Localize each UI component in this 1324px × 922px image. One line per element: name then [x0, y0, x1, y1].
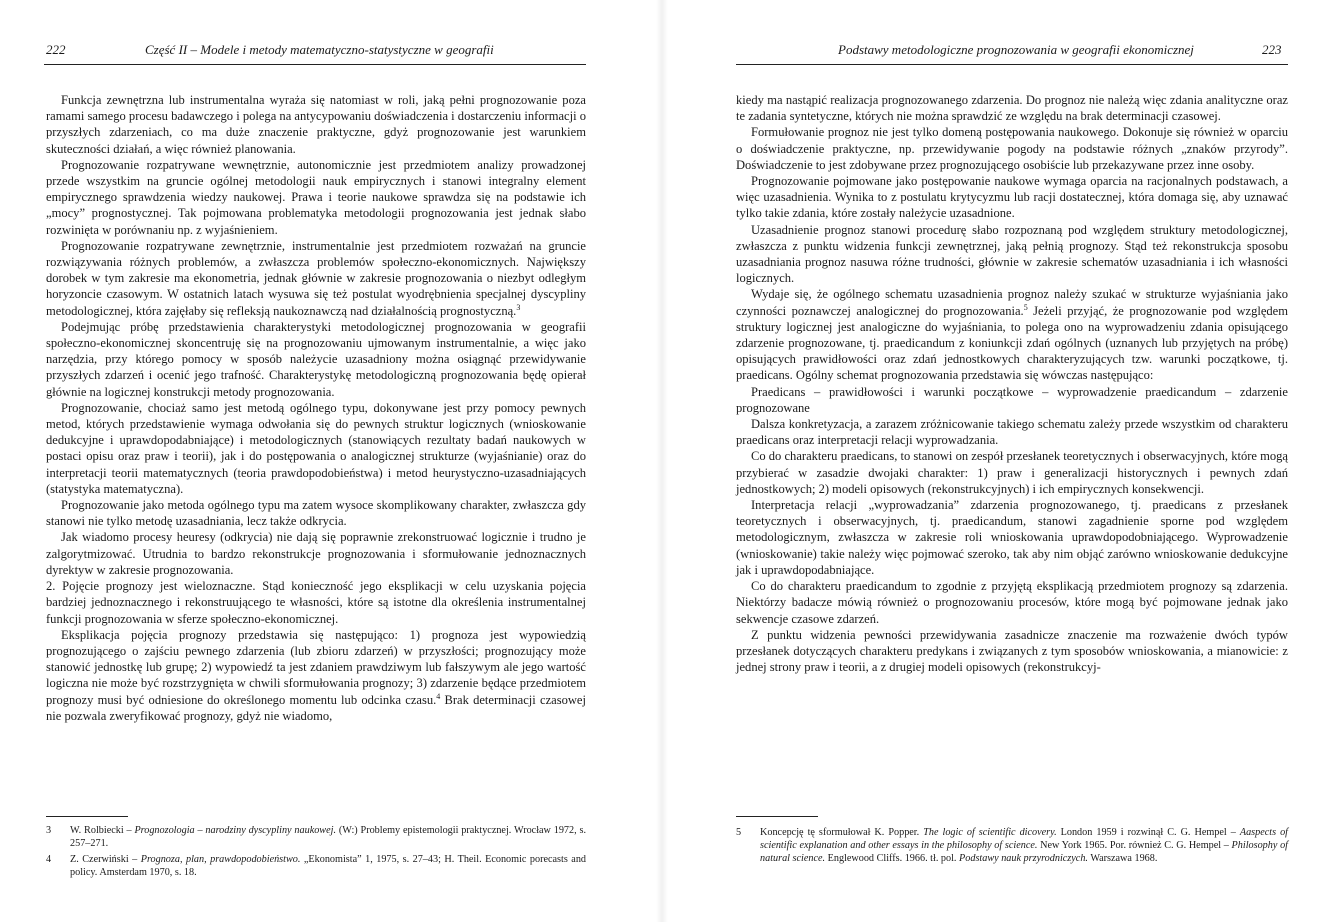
footnote-rest: New York 1965. Por. również C. G. Hempel –	[1037, 840, 1232, 851]
footnote-mark: 5	[1023, 302, 1028, 312]
paragraph	[46, 238, 586, 319]
paragraph	[46, 627, 586, 724]
right-page	[664, 0, 1324, 922]
right-footnotes	[736, 826, 1288, 868]
left-running-head: Część II – Modele i metody matematyczno-statystyczne w geografii	[145, 42, 494, 57]
footnote	[46, 853, 586, 879]
paragraph: Funkcja zewnętrzna lub instrumentalna wyraża się natomiast w roli, jaką pełni prognozowanie poza ramami samego procesu badawczego i polega na antycypowaniu doświadczenia i dostarczeniu informacji o przyszłych zdarzeniach, co ma duże znaczenie praktyczne, gdyż prognozowanie jest warunkiem skuteczności działań, a więc również planowania.	[46, 93, 587, 156]
paragraph: Z punktu widzenia pewności przewidywania zasadnicze znaczenie ma rozważenie dwóch typów przesłanek dotyczących charakteru predykans i związanych z tym sposobów wnioskowania, a mianowicie: z jednej strony praw i teorii, a z drugiej modeli opisowych (rekonstrukcyj-	[736, 627, 1288, 675]
footnote-author: Koncepcję tę sformułował K. Popper.	[760, 827, 924, 838]
right-header-rule	[736, 64, 1288, 65]
paragraph-text: Brak determinacji czasowej nie pozwala zweryfikować prognozy, gdyż nie wiadomo,	[46, 692, 586, 723]
footnote-number: 5	[736, 827, 742, 838]
left-footnotes	[46, 824, 586, 882]
footnote-title: Prognozologia – narodziny dyscypliny naukowej.	[134, 825, 337, 836]
paragraph-text: Prognozowanie rozpatrywane zewnętrznie, instrumentalnie jest przedmiotem rozważań na gruncie rozwiązywania różnych problemów, a zwłaszcza problemów społeczno-ekonomicznych. Największy dorobek w tym zakresie ma ekonometria, jednak głównie w zakresie prognozowania o niezbyt odległym horyzoncie czasowym. W ostatnich latach wysuwa się też postulat wyodrębnienia specjalnej dyscypliny metodologicznej, która zajęłaby się refleksją naukoznawczą nad działalnością prognostyczną.	[46, 238, 586, 318]
footnote-title: Prognoza, plan, prawdopodobieństwo.	[140, 854, 301, 865]
paragraph: kiedy ma nastąpić realizacja prognozowanego zdarzenia. Do prognoz nie należą więc zdania analityczne oraz te zadania syntetyczne, których nie można sprawdzić ze względu na brak determinacji czasowej.	[736, 93, 1288, 124]
footnote-title: Podstawy nauk przyrodniczych.	[959, 853, 1088, 864]
left-page	[0, 0, 660, 922]
left-body-text	[46, 92, 586, 724]
left-page-number: 222	[46, 42, 66, 57]
footnote-rest: Englewood Cliffs. 1966. tł. pol.	[825, 853, 960, 864]
paragraph: Co do charakteru praedicandum to zgodnie z przyjętą eksplikacją przedmiotem prognozy są zdarzenia. Niektórzy badacze mówią również o prognozowaniu procesów, które mogą być pojmowane jednak jako sekwencje czasowe zdarzeń.	[736, 579, 1288, 626]
footnote-title: The logic of scientific dicovery.	[923, 827, 1057, 838]
footnote-author: Z. Czerwiński –	[70, 854, 141, 865]
right-page-number: 223	[1262, 42, 1282, 57]
footnote	[46, 824, 586, 850]
left-header-rule	[44, 64, 586, 65]
footnote-rest: London 1959 i rozwinął C. G. Hempel –	[1056, 827, 1240, 838]
paragraph: Prognozowanie rozpatrywane wewnętrznie, autonomicznie jest przedmiotem analizy prowadzonej przede wszystkim na gruncie ogólnej metodologii nauk empirycznych i stanowi integralny element empirycznego sprawdzenia wiedzy naukowej. Prawa i teorie naukowe sprawdza się na podstawie ich „mocy” prognostycznej. Tak pojmowana problematyka metodologii prognozowania jest jednak słabo rozwinięta w porównaniu np. z wyjaśnieniem.	[46, 157, 586, 237]
paragraph	[736, 286, 1288, 383]
footnote-title: Aaspects of scientific explanation and other essays in the philosophy of science.	[760, 827, 1288, 851]
footnote-mark: 4	[436, 691, 441, 701]
paragraph: Jak wiadomo procesy heuresy (odkrycia) nie dają się poprawnie zrekonstruować logicznie i trudno je zalgorytmizować. Utrudnia to bardzo rekonstrukcje prognozowania i sformułowanie jednoznacznych dyrektyw w zakresie prognozowania.	[46, 530, 586, 577]
paragraph: Co do charakteru praedicans, to stanowi on zespół przesłanek teoretycznych i obserwacyjnych, które mogą przybierać w zasadzie dwojaki charakter: 1) praw i generalizacji historycznych i pewnych zdań jednostkowych; 2) modeli opisowych (rekonstrukcyjnych) i ich empirycznych konsekwencji.	[736, 449, 1288, 496]
right-body-text	[736, 92, 1288, 675]
footnote-rest: (W:) Problemy epistemologii praktycznej. Wrocław 1972, s. 257–271.	[70, 825, 587, 849]
paragraph: Prognozowanie jako metoda ogólnego typu ma zatem wysoce skomplikowany charakter, zwłaszcza gdy stanowi nie tylko metodę uzasadniania, lecz także odkrycia.	[46, 498, 586, 529]
footnote-number: 4	[46, 854, 52, 865]
footnote-author: W. Rolbiecki –	[70, 825, 135, 836]
paragraph: Podejmując próbę przedstawienia charakterystyki metodologicznej prognozowania w geografii społeczno-ekonomicznej skoncentruję się na prognozowaniu ujmowanym instrumentalnie, a więc jako narzędzia, przy którego pomocy w sposób należycie uzasadniony można osiągnąć przewidywanie przyszłych zdarzeń i ocenić jego trafność. Charakterystykę metodologiczną prognozowania będę opierał głównie na logicznej konstrukcji metody prognozowania.	[46, 319, 586, 399]
footnote-number: 3	[46, 825, 52, 836]
footnote	[736, 826, 1288, 865]
paragraph-text: Jeżeli przyjąć, że prognozowanie pod względem struktury logicznej jest analogiczne do wyjaśniania, to polega ono na wyprowadzeniu zdania opisującego zdarzenie prognozowane, tj. praedicandum z koniunkcji zdań ogólnych (uznanych lub przyjętych na próbę) opisujących prawidłowości oraz zdań jednostkowych charakteryzujących tzw. warunki początkowe, tj. praedicans. Ogólny schemat prognozowania przedstawia się wówczas następująco:	[736, 303, 1288, 383]
paragraph: Prognozowanie, chociaż samo jest metodą ogólnego typu, dokonywane jest przy pomocy pewnych metod, których przedstawienie wymaga odwołania się do pewnych struktur logicznych (wnioskowanie dedukcyjne i uprawdopodabniające) i metodologicznych (stanowiących rezultaty badań naukowych w postaci opisu oraz praw i teorii), jak i do postępowania o analogicznej strukturze (wyjaśnianie) oraz do interpretacji teorii matematycznych (teoria prawdopodobieństwa) i metod heurystyczno-uzasadniających (statystyka matematyczna).	[46, 400, 586, 496]
right-running-head: Podstawy metodologiczne prognozowania w geografii ekonomicznej	[838, 42, 1194, 57]
left-footnote-rule	[46, 816, 128, 817]
schema-line: Praedicans – prawidłowości i warunki początkowe – wyprowadzenie praedicandum – zdarzenie prognozowane	[736, 384, 1288, 415]
paragraph: Formułowanie prognoz nie jest tylko domeną postępowania naukowego. Dokonuje się również w oparciu o doświadczenie praktyczne, np. przewidywanie pogody na podstawie różnych „znaków przyrody”. Doświadczenie to jest zdobywane przez prognozującego osobiście lub przekazywane przez inne osoby.	[736, 125, 1288, 172]
footnote-mark: 3	[516, 302, 521, 312]
paragraph: Uzasadnienie prognoz stanowi procedurę słabo rozpoznaną pod względem struktury metodologicznej, zwłaszcza z punktu widzenia funkcji zewnętrznej, jaką pełnią prognozy. Stąd też rekonstrukcja sposobu uzasadniania prognoz nasuwa różne trudności, głównie w zakresie schematów uzasadniania i ich własności logicznych.	[736, 222, 1288, 286]
paragraph: Interpretacja relacji „wyprowadzania” zdarzenia prognozowanego, tj. praedicans z przesłanek teoretycznych i obserwacyjnych, tj. praedicandum, stanowi zagadnienie sporne pod względem metodologicznym, zwłaszcza w zakresie roli wnioskowania uprawdopodobniającego. Wyprowadzenie (wnioskowanie) takie należy więc pojmować szeroko, tak aby nim objąć zarówno wnioskowanie dedukcyjne jak i uprawdopodabniające.	[736, 498, 1288, 577]
footnote-title: Philosophy of natural science.	[760, 840, 1288, 864]
paragraph: Prognozowanie pojmowane jako postępowanie naukowe wymaga oparcia na racjonalnych podstawach, a więc uzasadnienia. Wynika to z postulatu krytycyzmu lub racji dostatecznej, która domaga się, aby uznawać tylko takie zdania, które zostały należycie uzasadnione.	[736, 174, 1288, 221]
right-footnote-rule	[736, 816, 818, 817]
footnote-rest: Warszawa 1968.	[1087, 853, 1158, 864]
paragraph-text: Eksplikacja pojęcia prognozy przedstawia się następująco: 1) prognoza jest wypowiedzią prognozującego o zajściu pewnego zdarzenia (lub zbioru zdarzeń) w przyszłości; prognozujący może stanowić jednostkę lub grupę; 2) wypowiedź ta jest zdaniem prawdziwym lub fałszywym ale jego wartość logiczna nie może być rozstrzygnięta w chwili sformułowania prognozy; 3) zdarzenie będące przedmiotem prognozy musi być odniesione do określonego momentu lub odcinka czasu.	[46, 627, 586, 707]
paragraph: Dalsza konkretyzacja, a zarazem zróżnicowanie takiego schematu zależy przede wszystkim od charakteru praedicans oraz interpretacji relacji wyprowadzania.	[736, 417, 1288, 448]
paragraph-text: Wydaje się, że ogólnego schematu uzasadnienia prognoz należy szukać w strukturze wyjaśniania jako czynności poznawczej analogicznej do prognozowania.	[736, 287, 1288, 318]
footnote-rest: „Ekonomista” 1, 1975, s. 27–43; H. Theil. Economic porecasts and policy. Amsterdam 1970, s. 18.	[70, 854, 587, 878]
paragraph: 2. Pojęcie prognozy jest wieloznaczne. Stąd konieczność jego eksplikacji w celu uzyskania pojęcia bardziej jednoznacznego i rekonstruującego te własności, które są istotne dla określenia instrumentalnej funkcji prognozowania w sferze społeczno-ekonomicznej.	[46, 579, 586, 626]
